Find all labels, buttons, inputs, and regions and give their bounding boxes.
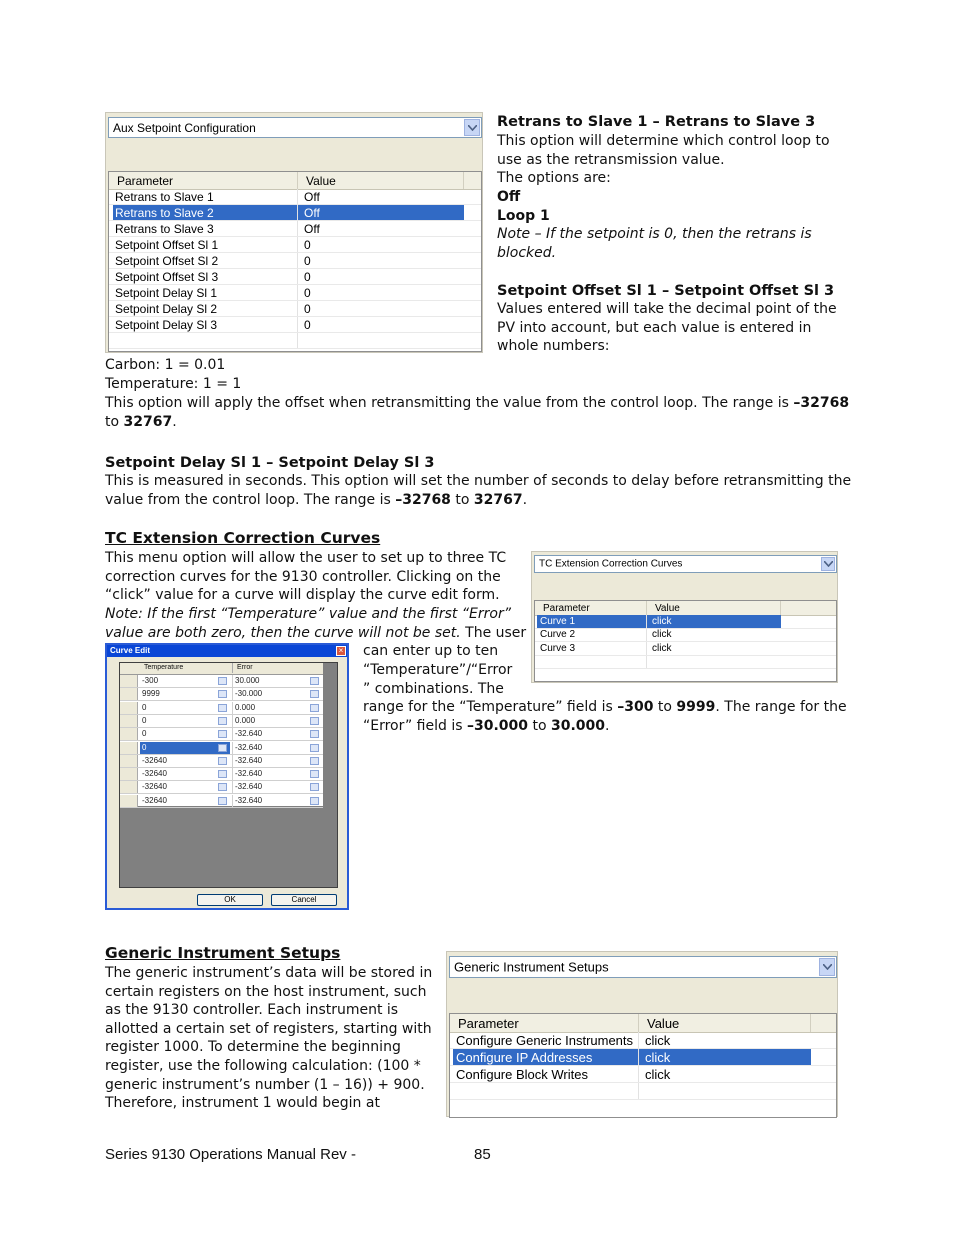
param-cell: Configure Generic Instruments xyxy=(450,1032,639,1048)
table-row xyxy=(450,1083,836,1100)
tc-curves-panel xyxy=(531,551,838,683)
curve-edit-grid xyxy=(120,663,323,806)
table-row xyxy=(535,656,836,670)
grid-header xyxy=(109,172,481,190)
tc-note-line2-tail: The user xyxy=(460,625,527,641)
value-cell[interactable]: 0 xyxy=(304,317,311,332)
tc-right-line5 xyxy=(363,717,609,736)
chevron-down-icon[interactable] xyxy=(819,958,835,976)
row-header[interactable] xyxy=(120,742,138,754)
delay-range-min: –32768 xyxy=(395,492,451,508)
grid-header xyxy=(535,601,836,616)
error-field[interactable]: -32.640 xyxy=(232,728,322,740)
param-cell: Setpoint Delay Sl 2 xyxy=(109,301,298,316)
spinner-arrows-icon[interactable] xyxy=(218,797,227,805)
error-field[interactable]: -32.640 xyxy=(232,768,322,780)
table-row[interactable] xyxy=(109,189,481,205)
generic-paragraph-line: as the 9130 controller. Each instrument is xyxy=(105,1002,399,1019)
tc-error-range-text: “Error” field is xyxy=(363,718,467,734)
col-header-value[interactable]: Value xyxy=(298,172,464,189)
offset-carbon: Carbon: 1 = 0.01 xyxy=(105,357,226,373)
spinner-arrows-icon[interactable] xyxy=(310,744,319,752)
col-header-error[interactable]: Error xyxy=(232,663,322,673)
spinner-arrows-icon[interactable] xyxy=(218,757,227,765)
table-row[interactable] xyxy=(109,317,481,333)
table-row[interactable] xyxy=(535,629,836,643)
generic-paragraph-line: Therefore, instrument 1 would begin at xyxy=(105,1095,380,1112)
curve-grid-header xyxy=(120,663,323,675)
table-row[interactable] xyxy=(450,1049,836,1066)
temperature-field[interactable]: 0 xyxy=(142,715,147,725)
param-cell: Retrans to Slave 3 xyxy=(109,221,298,236)
generic-paragraph-line: The generic instrument’s data will be stored in xyxy=(105,965,433,981)
value-cell[interactable]: Off xyxy=(298,205,464,220)
table-row[interactable] xyxy=(450,1066,836,1083)
spinner-arrows-icon[interactable] xyxy=(310,717,319,725)
value-cell[interactable]: Off xyxy=(304,189,320,204)
spinner-arrows-icon[interactable] xyxy=(218,690,227,698)
offset-apply-text: This option will apply the offset when retransmitting the value from the control loop. The range is xyxy=(105,395,794,411)
error-field[interactable]: -32.640 xyxy=(232,795,322,807)
value-cell[interactable]: click xyxy=(645,1032,671,1048)
tc-line3: “click” value for a curve will display the curve edit form. xyxy=(105,587,500,603)
row-header[interactable] xyxy=(120,675,138,687)
generic-paragraph-line: certain registers on the host instrument, such xyxy=(105,983,427,1000)
table-row[interactable] xyxy=(450,1032,836,1049)
table-row[interactable] xyxy=(109,253,481,269)
value-cell[interactable]: Off xyxy=(304,221,320,236)
generic-paragraph-line: generic instrument’s number (1 – 16)) + 900. xyxy=(105,1076,425,1093)
grid-header xyxy=(450,1014,836,1033)
tc-note-line2-italic: value are both zero, then the curve will not be set. xyxy=(105,625,461,641)
table-row[interactable] xyxy=(109,205,481,221)
tc-period: . xyxy=(605,718,610,734)
param-cell: Curve 2 xyxy=(535,629,647,642)
error-field[interactable]: -32.640 xyxy=(232,755,322,767)
table-row[interactable] xyxy=(120,795,323,808)
tc-note-line1: Note: If the first “Temperature” value and the first “Error” xyxy=(105,606,511,622)
table-row[interactable] xyxy=(535,642,836,656)
tc-curves-combo-text: TC Extension Correction Curves xyxy=(539,558,683,570)
value-cell[interactable]: click xyxy=(652,629,672,641)
curve-edit-grid-area xyxy=(119,662,338,888)
temperature-field[interactable]: -32640 xyxy=(142,755,167,765)
param-cell: Configure IP Addresses xyxy=(453,1049,639,1065)
delay-period: . xyxy=(522,492,528,508)
chevron-down-icon[interactable] xyxy=(821,557,835,571)
tc-curves-grid xyxy=(534,600,837,682)
value-cell[interactable]: 0 xyxy=(304,253,311,268)
generic-paragraph-line: register 1000. To determine the beginning xyxy=(105,1039,401,1056)
param-cell: Setpoint Delay Sl 3 xyxy=(109,317,298,332)
spinner-arrows-icon[interactable] xyxy=(310,757,319,765)
aux-setpoint-combo-text: Aux Setpoint Configuration xyxy=(113,120,256,135)
delay-heading: Setpoint Delay Sl 1 – Setpoint Delay Sl 3 xyxy=(105,455,435,471)
tc-line1: This menu option will allow the user to set up to three TC xyxy=(105,550,507,566)
param-cell: Setpoint Delay Sl 1 xyxy=(109,285,298,300)
col-header-parameter[interactable]: Parameter xyxy=(109,172,298,189)
spinner-arrows-icon[interactable] xyxy=(218,730,227,738)
value-cell xyxy=(647,656,781,669)
error-field[interactable]: -30.000 xyxy=(232,688,322,700)
generic-paragraph-line: register, use the following calculation: (100 * xyxy=(105,1058,421,1074)
col-header-value[interactable]: Value xyxy=(647,601,781,615)
row-header[interactable] xyxy=(120,781,138,793)
footer-title: Series 9130 Operations Manual Rev - xyxy=(105,1146,356,1163)
param-cell xyxy=(109,333,298,348)
tc-right-line4 xyxy=(363,698,847,717)
table-row[interactable] xyxy=(120,728,323,741)
param-cell: Curve 3 xyxy=(535,642,647,655)
col-header-temperature[interactable]: Temperature xyxy=(144,664,184,671)
value-cell[interactable]: 0 xyxy=(304,269,311,284)
row-header[interactable] xyxy=(120,768,138,780)
table-row[interactable] xyxy=(109,221,481,237)
retrans-note: Note – If the setpoint is 0, then the retrans is blocked. xyxy=(497,226,812,261)
spinner-arrows-icon[interactable] xyxy=(310,797,319,805)
spinner-arrows-icon[interactable] xyxy=(310,783,319,791)
error-field[interactable]: -32.640 xyxy=(232,742,322,754)
tc-line2: correction curves for the 9130 controller. Clicking on the xyxy=(105,569,501,585)
temperature-field[interactable]: 9999 xyxy=(142,689,160,699)
value-cell[interactable]: 0 xyxy=(304,237,311,252)
table-row[interactable] xyxy=(109,285,481,301)
retrans-body: This option will determine which control loop to use as the retransmission value. xyxy=(497,133,830,168)
tc-temp-min: –300 xyxy=(617,699,654,715)
row-header[interactable] xyxy=(120,755,138,767)
tc-right-line3: ” combinations. The xyxy=(363,681,504,697)
spinner-arrows-icon[interactable] xyxy=(310,677,319,685)
generic-setups-grid xyxy=(449,1013,837,1118)
offset-range-max: 32767 xyxy=(123,413,173,430)
cancel-button[interactable]: Cancel xyxy=(271,894,337,906)
spinner-arrows-icon[interactable] xyxy=(218,677,227,685)
chevron-down-icon[interactable] xyxy=(464,119,480,136)
value-cell[interactable]: click xyxy=(652,642,672,654)
col-header-parameter[interactable]: Parameter xyxy=(535,601,647,615)
temperature-field[interactable]: 0 xyxy=(142,729,147,739)
value-cell[interactable]: click xyxy=(639,1049,811,1065)
generic-setups-combo[interactable] xyxy=(449,956,837,978)
curve-edit-dialog xyxy=(105,643,349,910)
offset-period: . xyxy=(172,413,177,430)
delay-range-max: 32767 xyxy=(473,492,523,508)
aux-setpoint-panel xyxy=(105,112,483,353)
spinner-arrows-icon[interactable] xyxy=(310,770,319,778)
retrans-heading: Retrans to Slave 1 – Retrans to Slave 3 xyxy=(497,114,816,130)
offset-apply-paragraph xyxy=(105,394,857,431)
param-cell: Curve 1 xyxy=(537,615,647,628)
row-header[interactable] xyxy=(120,728,138,740)
table-row[interactable] xyxy=(120,702,323,715)
value-cell[interactable]: click xyxy=(647,615,781,628)
spinner-arrows-icon[interactable] xyxy=(310,704,319,712)
tc-to-1: to xyxy=(657,699,672,715)
error-field[interactable]: 0.000 xyxy=(232,715,322,727)
param-cell: Retrans to Slave 1 xyxy=(109,189,298,204)
table-row[interactable] xyxy=(120,755,323,768)
table-row[interactable] xyxy=(109,269,481,285)
spinner-arrows-icon[interactable] xyxy=(218,717,227,725)
offset-temperature: Temperature: 1 = 1 xyxy=(105,376,242,392)
footer-page-number: 85 xyxy=(474,1146,491,1163)
temperature-field[interactable]: -300 xyxy=(142,676,159,685)
tc-right-line1: can enter up to ten xyxy=(363,643,499,659)
error-field[interactable]: 0.000 xyxy=(232,702,322,714)
offset-range-min: –32768 xyxy=(793,395,850,411)
table-row xyxy=(109,333,481,349)
table-row[interactable] xyxy=(109,237,481,253)
retrans-options-intro: The options are: xyxy=(497,170,611,186)
ok-button[interactable]: OK xyxy=(197,894,263,906)
offset-to: to xyxy=(105,413,120,430)
dialog-title: Curve Edit xyxy=(107,645,347,657)
param-cell: Setpoint Offset Sl 2 xyxy=(109,253,298,268)
table-row[interactable] xyxy=(120,768,323,781)
temperature-field[interactable]: -32640 xyxy=(142,769,167,779)
tc-right-line4-tail: . The range for the xyxy=(715,699,847,715)
generic-paragraph-line: allotted a certain set of registers, starting with xyxy=(105,1020,432,1037)
table-row[interactable] xyxy=(109,301,481,317)
value-cell[interactable]: click xyxy=(645,1066,671,1082)
delay-body-text: value from the control loop. The range is xyxy=(105,492,396,508)
value-cell[interactable]: 0 xyxy=(304,301,311,316)
value-cell[interactable]: 0 xyxy=(304,285,311,300)
col-header-value[interactable]: Value xyxy=(639,1014,811,1032)
spinner-arrows-icon[interactable] xyxy=(310,690,319,698)
param-cell: Retrans to Slave 2 xyxy=(113,205,298,220)
close-icon[interactable]: × xyxy=(336,646,346,656)
temperature-field[interactable]: 0 xyxy=(142,702,147,712)
generic-setups-combo-text: Generic Instrument Setups xyxy=(454,959,609,975)
param-cell xyxy=(535,656,647,669)
value-cell xyxy=(298,333,464,348)
delay-body-line1: This is measured in seconds. This option will set the number of seconds to delay before retransmitting the xyxy=(105,473,852,489)
spinner-arrows-icon[interactable] xyxy=(218,770,227,778)
delay-to: to xyxy=(455,492,470,508)
aux-setpoint-grid xyxy=(108,171,482,352)
error-field[interactable]: 30.000 xyxy=(232,675,322,687)
row-header[interactable] xyxy=(120,688,138,700)
table-row[interactable] xyxy=(120,715,323,728)
spinner-arrows-icon[interactable] xyxy=(310,730,319,738)
value-cell xyxy=(639,1083,811,1099)
temperature-field[interactable]: 0 xyxy=(140,742,230,754)
offset-heading: Setpoint Offset Sl 1 – Setpoint Offset Sl 3 xyxy=(497,283,835,299)
row-header[interactable] xyxy=(120,702,138,714)
tc-error-max: 30.000 xyxy=(550,718,605,734)
tc-error-min: –30.000 xyxy=(466,718,528,734)
retrans-option-off: Off xyxy=(497,189,521,205)
offset-body: Values entered will take the decimal point of the PV into account, but each value is entered in whole numbers: xyxy=(497,301,837,355)
spinner-arrows-icon[interactable] xyxy=(218,783,227,791)
temperature-field[interactable]: -32640 xyxy=(142,782,167,792)
tc-to-2: to xyxy=(532,718,547,734)
table-row[interactable] xyxy=(120,742,323,755)
error-field[interactable]: -32.640 xyxy=(232,781,322,793)
tc-heading: TC Extension Correction Curves xyxy=(105,529,381,547)
delay-body-line2 xyxy=(105,491,527,510)
param-cell: Setpoint Offset Sl 3 xyxy=(109,269,298,284)
tc-temp-range-text: range for the “Temperature” field is xyxy=(363,699,618,715)
temperature-field[interactable]: -32640 xyxy=(142,795,167,805)
generic-setups-panel xyxy=(446,951,838,1117)
tc-curves-combo[interactable] xyxy=(534,555,837,573)
tc-temp-max: 9999 xyxy=(676,699,716,715)
col-header-parameter[interactable]: Parameter xyxy=(450,1014,639,1032)
param-cell xyxy=(450,1083,639,1099)
table-row[interactable] xyxy=(120,688,323,701)
tc-note-line2 xyxy=(105,624,526,643)
param-cell: Configure Block Writes xyxy=(450,1066,639,1082)
spinner-arrows-icon[interactable] xyxy=(218,744,227,752)
tc-right-line2: “Temperature”/“Error xyxy=(363,662,513,678)
table-row[interactable] xyxy=(120,675,323,688)
generic-heading: Generic Instrument Setups xyxy=(105,944,341,962)
row-header[interactable] xyxy=(120,715,138,727)
row-header[interactable] xyxy=(120,795,138,807)
table-row[interactable] xyxy=(535,615,836,629)
table-row[interactable] xyxy=(120,781,323,794)
spinner-arrows-icon[interactable] xyxy=(218,704,227,712)
aux-setpoint-combo[interactable] xyxy=(108,117,482,138)
param-cell: Setpoint Offset Sl 1 xyxy=(109,237,298,252)
retrans-option-loop1: Loop 1 xyxy=(497,208,550,224)
